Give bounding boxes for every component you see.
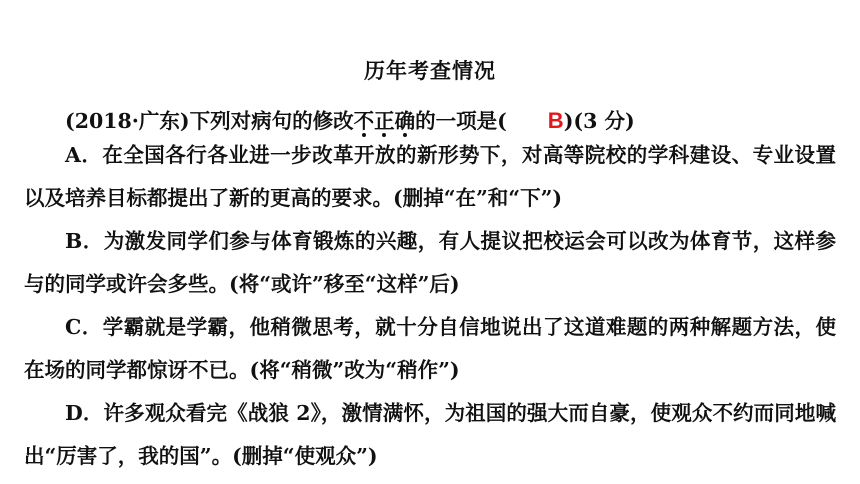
emphasis-char-bu: 不: [353, 109, 375, 133]
page-title: 历年考查情况: [364, 58, 496, 83]
option-a: A．在全国各行各业进一步改革开放的新形势下，对高等院校的学科建设、专业设置以及培养目标都提出了新的更高的要求。(删掉“在”和“下”): [24, 143, 836, 210]
answer-letter: B: [547, 108, 564, 133]
question-suffix: )(3 分): [563, 109, 635, 133]
option-d: D．许多观众看完《战狼 2》，激情满怀，为祖国的强大而自豪，使观众不约而同地喊出“厉害了，我的国”。(删掉“使观众”): [24, 401, 836, 468]
question-prefix: (2018·广东)下列对病句的修改: [65, 109, 354, 133]
option-b: B．为激发同学们参与体育锻炼的兴趣，有人提议把校运会可以改为体育节，这样参与的同学或许会多些。(将“或许”移至“这样”后): [24, 229, 836, 296]
emphasis-char-zheng: 正: [374, 109, 395, 133]
emphasis-char-que: 确: [394, 109, 416, 133]
question-middle: 的一项是(: [415, 109, 507, 133]
options-list: [24, 134, 836, 478]
option-c: C．学霸就是学霸，他稍微思考，就十分自信地说出了这道难题的两种解题方法，使在场的同学都惊讶不已。(将“稍微”改为“稍作”): [24, 315, 836, 382]
